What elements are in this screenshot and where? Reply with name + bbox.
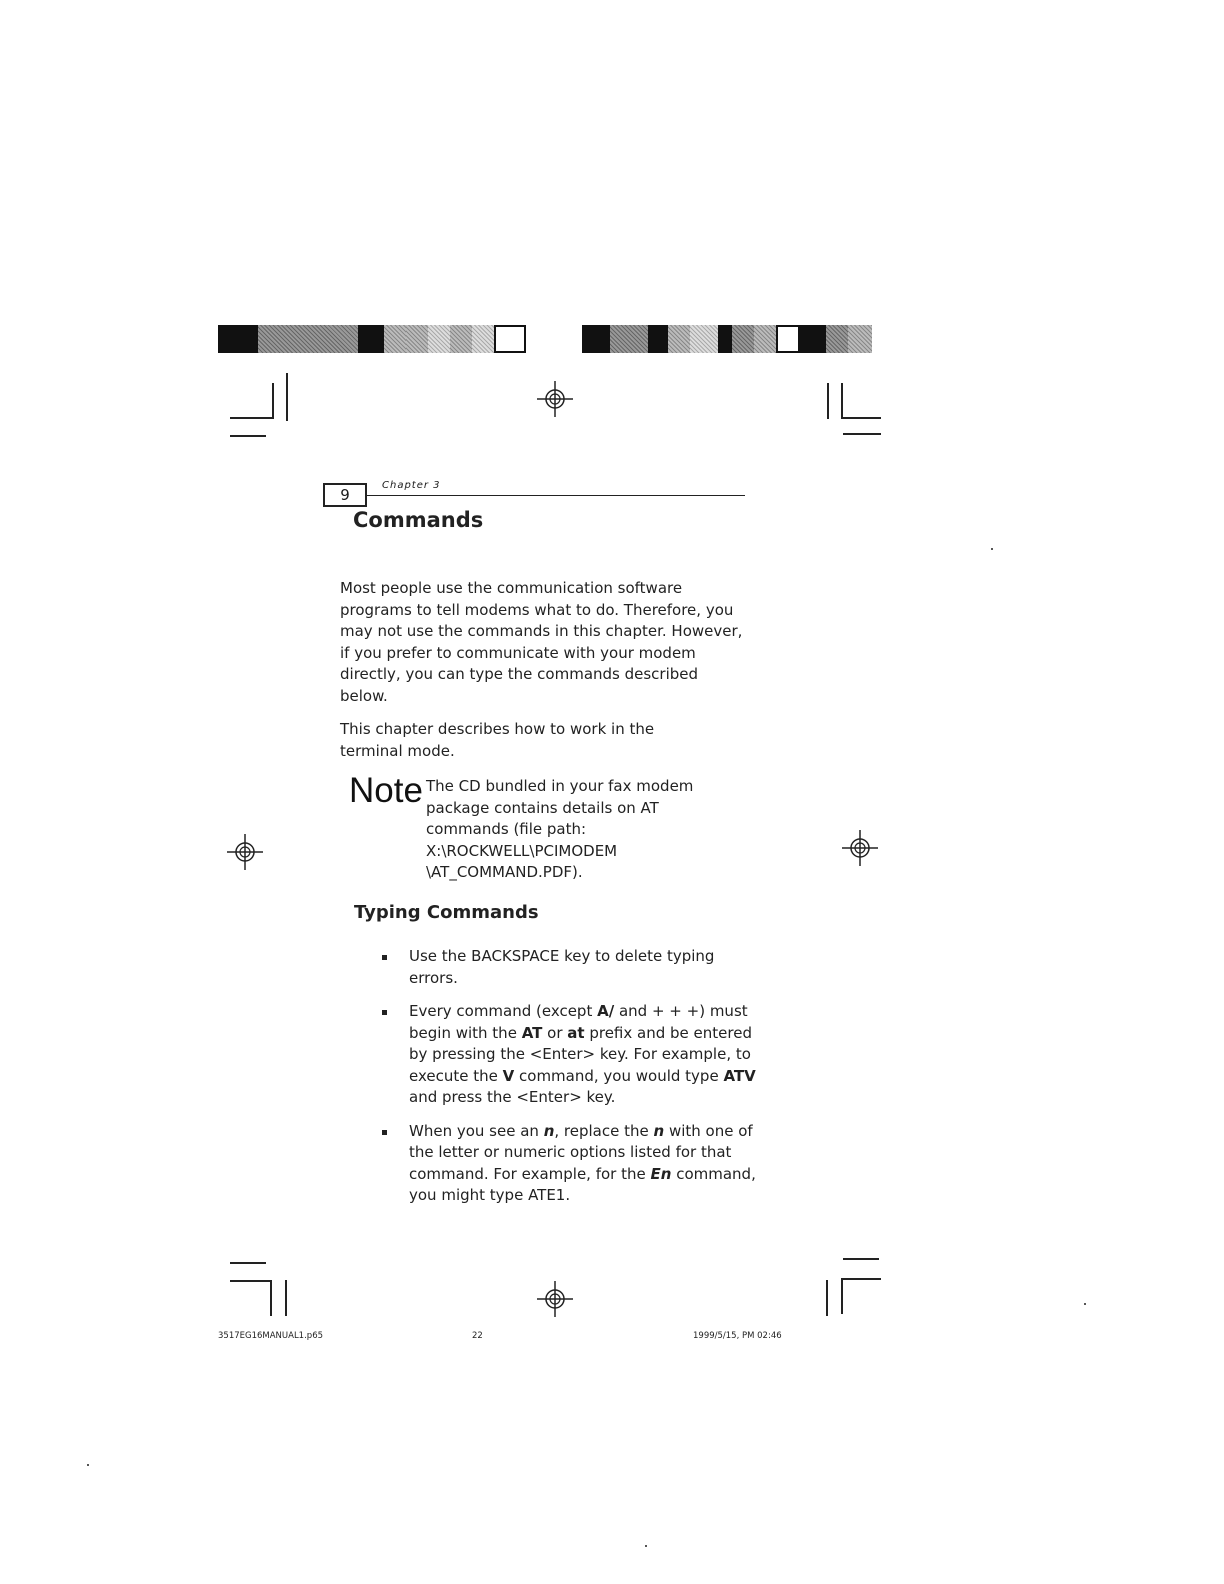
intro-paragraph-1: Most people use the communication software programs to tell modems what to do. Therefore, you may not use the commands in this chapter. However, if you prefer to communicate with your modem directly, you can type the commands described below. <box>340 579 743 705</box>
footer-page-number: 22 <box>472 1331 483 1341</box>
crop-mark <box>841 383 843 419</box>
registration-bar-left <box>218 325 526 353</box>
note-line: X:\ROCKWELL\PCIMODEM <box>426 841 618 860</box>
crop-mark <box>841 417 881 419</box>
note-label: Note <box>349 771 423 810</box>
chapter-label: Chapter 3 <box>382 480 441 491</box>
crop-mark <box>843 433 881 435</box>
crop-mark <box>272 383 274 419</box>
crop-mark <box>826 1280 828 1316</box>
bullet-icon <box>382 1130 387 1135</box>
note-line: commands (file path: <box>426 820 587 838</box>
bullet-text: When you see an n, replace the n with one of the letter or numeric options listed for that command. For example, for the En command, you might type ATE1. <box>409 1121 756 1204</box>
note-text <box>426 776 746 884</box>
bullet-list <box>380 946 760 1219</box>
bullet-item <box>380 946 760 989</box>
registration-target-icon <box>537 381 573 417</box>
bullet-text: Use the BACKSPACE key to delete typing errors. <box>409 947 715 987</box>
bullet-item <box>380 1121 760 1207</box>
scan-speck <box>87 1464 89 1466</box>
crop-mark <box>230 435 266 437</box>
page-title: Commands <box>353 508 484 532</box>
crop-mark <box>843 1258 879 1260</box>
crop-mark <box>841 1278 881 1280</box>
bullet-text: Every command (except A/ and + + +) must begin with the AT or at prefix and be entered by pressing the <Enter> key. For example, to execute the V command, you would type ATV and press the <Enter> key. <box>409 1002 756 1106</box>
bullet-item <box>380 1001 760 1109</box>
chapter-number-box: 9 <box>323 483 367 507</box>
crop-mark <box>827 383 829 419</box>
bullet-icon <box>382 955 387 960</box>
scan-speck <box>991 548 993 550</box>
registration-bar-right <box>582 325 892 353</box>
section-heading: Typing Commands <box>354 902 539 923</box>
intro-paragraph-2: This chapter describes how to work in the terminal mode. <box>340 720 655 760</box>
note-line: The CD bundled in your fax modem <box>426 777 694 795</box>
note-line: \AT_COMMAND.PDF). <box>426 863 583 881</box>
chapter-rule <box>365 495 745 496</box>
footer-filename: 3517EG16MANUAL1.p65 <box>218 1331 324 1341</box>
scan-speck <box>645 1545 647 1547</box>
crop-mark <box>230 417 274 419</box>
crop-mark <box>270 1280 272 1316</box>
note-line: package contains details on AT <box>426 798 659 817</box>
registration-target-icon <box>537 1281 573 1317</box>
crop-mark <box>286 373 288 421</box>
crop-mark <box>230 1262 266 1264</box>
registration-target-icon <box>227 834 263 870</box>
crop-mark <box>841 1278 843 1314</box>
bullet-icon <box>382 1010 387 1015</box>
crop-mark <box>230 1280 270 1282</box>
crop-mark <box>285 1280 287 1316</box>
registration-target-icon <box>842 830 878 866</box>
footer-timestamp: 1999/5/15, PM 02:46 <box>693 1331 782 1341</box>
scan-speck <box>1084 1303 1086 1305</box>
